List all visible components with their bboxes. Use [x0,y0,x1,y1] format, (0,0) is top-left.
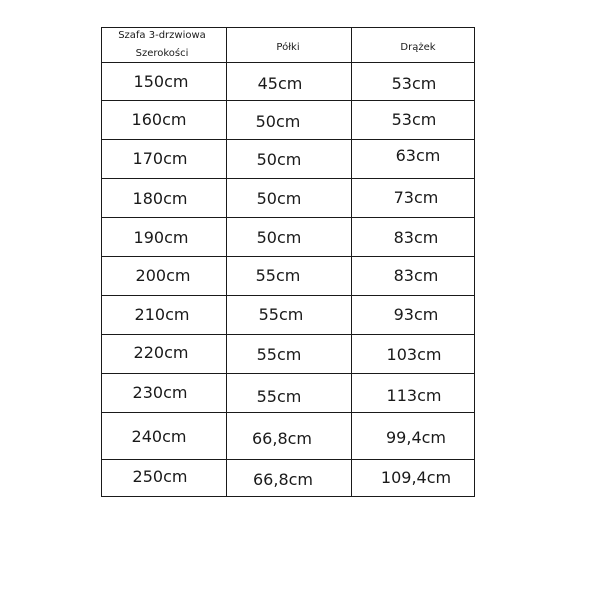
cell-rod: 93cm [393,305,439,324]
header-shelves-column: Półki [276,42,300,53]
cell-rod: 103cm [386,345,442,364]
row-divider [102,256,474,257]
cell-width: 160cm [131,110,187,129]
cell-width: 180cm [132,189,188,208]
row-divider [102,100,474,101]
cell-width: 220cm [133,343,189,362]
cell-rod: 109,4cm [380,468,452,487]
header-width-column [118,27,206,63]
row-divider [102,459,474,460]
row-divider [102,139,474,140]
column-divider-2 [351,28,352,496]
cell-rod: 53cm [391,110,437,129]
row-divider [102,334,474,335]
cell-width: 240cm [131,427,187,446]
cell-width: 250cm [132,467,188,486]
cell-shelves: 45cm [257,74,303,93]
cell-shelves: 50cm [256,150,302,169]
cell-shelves: 50cm [256,189,302,208]
header-width-line2: Szerokości [135,48,189,59]
row-divider [102,295,474,296]
cell-rod: 113cm [386,386,442,405]
header-width-line1: Szafa 3-drzwiowa [118,30,206,41]
cell-shelves: 55cm [256,387,302,406]
cell-width: 170cm [132,149,188,168]
cell-shelves: 66,8cm [251,429,313,448]
cell-shelves: 55cm [255,266,301,285]
cell-rod: 83cm [393,266,439,285]
cell-rod: 63cm [395,146,441,165]
cell-rod: 53cm [391,74,437,93]
row-divider [102,373,474,374]
cell-shelves: 50cm [255,112,301,131]
cell-shelves: 55cm [256,345,302,364]
cell-width: 210cm [134,305,190,324]
cell-rod: 99,4cm [385,428,447,447]
header-rod-column: Drążek [400,42,436,53]
row-divider [102,217,474,218]
cell-shelves: 66,8cm [252,470,314,489]
row-divider [102,178,474,179]
row-divider [102,412,474,413]
column-divider-1 [226,28,227,496]
cell-rod: 73cm [393,188,439,207]
cell-width: 230cm [132,383,188,402]
cell-shelves: 50cm [256,228,302,247]
cell-width: 200cm [135,266,191,285]
cell-rod: 83cm [393,228,439,247]
cell-width: 150cm [133,72,189,91]
cell-width: 190cm [133,228,189,247]
cell-shelves: 55cm [258,305,304,324]
